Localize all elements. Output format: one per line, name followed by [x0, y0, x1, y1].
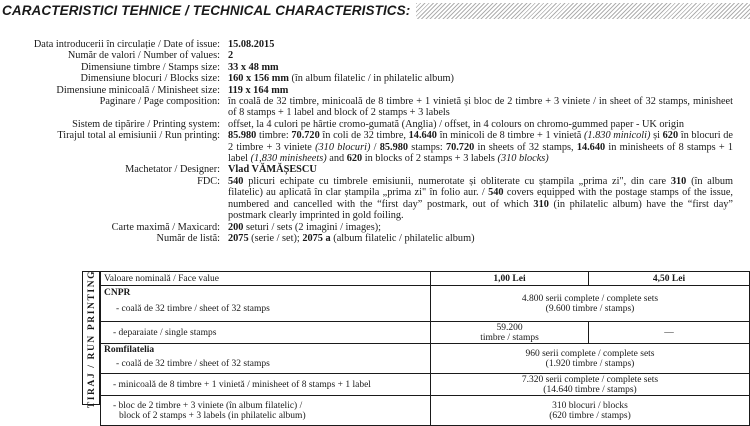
spec-label: FDC:: [197, 175, 220, 187]
value-2-header: 4,50 Lei: [589, 272, 750, 286]
cnpr-single-value: 59.200 timbre / stamps: [431, 322, 589, 344]
spec-value: 200 seturi / sets (2 imagini / images);: [228, 221, 382, 233]
spec-row-designer: [0, 164, 750, 175]
side-label-text: TIRAJ / RUN PRINTING: [87, 269, 97, 409]
cnpr-single-label: - deparaiate / single stamps: [101, 322, 431, 344]
romfilatelia-sheet-value: 960 serii complete / complete sets (1.920 timbre / stamps): [431, 344, 750, 374]
romfilatelia-sheet-label: - coală de 32 timbre / sheet of 32 stamps: [116, 358, 270, 369]
spec-value: 160 x 156 mm (în album filatelic / in philatelic album): [228, 73, 454, 85]
romfilatelia-block-label: - bloc de 2 timbre + 3 viniete (în album filatelic) / block of 2 stamps + 3 labels (in philatelic album): [101, 396, 431, 426]
spec-label: Carte maximă / Maxicard:: [111, 221, 220, 233]
spec-list: [0, 39, 750, 244]
spec-value: 2: [228, 50, 234, 62]
cnpr-sheet-value: 4.800 serii complete / complete sets (9.600 timbre / stamps): [431, 286, 750, 322]
spec-value: 2075 (serie / set); 2075 a (album filatelic / philatelic album): [228, 232, 475, 244]
spec-label: Dimensiune minicoală / Minisheet size:: [56, 84, 220, 96]
table-row: [101, 374, 750, 396]
spec-value: 85.980 timbre: 70.720 în coli de 32 timbre, 14.640 în minicoli de 8 timbre + 1 vinietă (1.830 minicoli) și 620 în blocuri de 2 timbre + 3 viniete (310 blocuri) / 85.980 stamps: 70.720 in sheets of 32 stamps, 14.640 in minisheets of 8 stamps + 1 label (1,830 minisheets) and 620 in blocks of 2 stamps + 3 labels (310 blocks): [228, 130, 734, 165]
spec-row-fdc: [0, 176, 750, 222]
spec-row-date: [0, 39, 750, 50]
spec-value: Vlad VĂMĂȘESCU: [228, 164, 317, 176]
cnpr-sheet-cell: [101, 286, 431, 322]
spec-label: Data introducerii în circulație / Date of issue:: [33, 39, 220, 50]
spec-row-printing: [0, 119, 750, 130]
spec-row-stamp-size: [0, 62, 750, 73]
spec-row-run: [0, 130, 750, 164]
spec-row-minisheet-size: [0, 85, 750, 96]
spec-label: Număr de listă:: [156, 232, 220, 244]
spec-label: Sistem de tipărire / Printing system:: [72, 118, 220, 130]
spec-value: 119 x 164 mm: [228, 84, 289, 96]
table-header-row: [101, 272, 750, 286]
spec-label: Machetator / Designer:: [125, 164, 220, 176]
cnpr-title: CNPR: [104, 287, 131, 298]
spec-row-values: [0, 50, 750, 61]
spec-row-catalog: [0, 233, 750, 244]
spec-row-maxicard: [0, 222, 750, 233]
face-value-header: Valoare nominală / Face value: [101, 272, 431, 286]
table-row: [101, 344, 750, 374]
spec-value: în coală de 32 timbre, minicoală de 8 timbre + 1 vinietă și bloc de 2 timbre + 3 viniete / in sheet of 32 stamps, minisheet of 8 stamps + 1 label and block of 2 stamps + 3 labels: [228, 96, 733, 119]
romfilatelia-block-value: 310 blocuri / blocks (620 timbre / stamps): [431, 396, 750, 426]
romfilatelia-title: Romfilatelia: [104, 344, 155, 355]
spec-label: Dimensiune timbre / Stamps size:: [81, 61, 220, 73]
value-1-header: 1,00 Lei: [431, 272, 589, 286]
table-side-label: [82, 269, 100, 409]
romfilatelia-mini-value: 7.320 serii complete / complete sets (14.640 timbre / stamps): [431, 374, 750, 396]
romfilatelia-mini-label: - minicoală de 8 timbre + 1 vinietă / minisheet of 8 stamps + 1 label: [101, 374, 431, 396]
cnpr-single-empty: —: [589, 322, 750, 344]
spec-label: Dimensiune blocuri / Blocks size:: [80, 73, 220, 85]
table-row: [101, 286, 750, 322]
spec-value: 33 x 48 mm: [228, 61, 279, 73]
table-row: [101, 396, 750, 426]
section-header: [0, 0, 750, 22]
spec-value: offset, la 4 culori pe hârtie cromo-gumată (Anglia) / offset, in 4 colours on chromo-gummed paper - UK origin: [228, 118, 684, 130]
spec-row-block-size: [0, 73, 750, 84]
spec-value: 15.08.2015: [228, 39, 275, 50]
spec-label: Număr de valori / Number of values:: [67, 50, 220, 62]
table-row: [101, 322, 750, 344]
spec-label: Tirajul total al emisiunii / Run printing:: [57, 130, 220, 142]
spec-value: 540 plicuri echipate cu timbrele emisiunii, numerotate și obliterate cu ștampila „prima zi", din care 310 (în album filatelic) au aplicată în clar ștampila „prima zi" în folio aur. / 540 covers equipped with the postage stamps of the issue, numbered and cancelled with the “first day” postmark, out of which 310 (in philatelic album) have the “first day” postmark clearly imprinted in gold foiling.: [228, 175, 734, 222]
cnpr-sheet-label: - coală de 32 timbre / sheet of 32 stamps: [116, 303, 270, 314]
spec-label: Paginare / Page composition:: [99, 96, 220, 108]
run-table-grid: [100, 271, 750, 426]
spec-row-composition: [0, 96, 750, 119]
section-title: CARACTERISTICI TEHNICE / TECHNICAL CHARACTERISTICS:: [0, 2, 416, 20]
run-printing-table: [82, 269, 749, 421]
romfilatelia-sheet-cell: [101, 344, 431, 374]
